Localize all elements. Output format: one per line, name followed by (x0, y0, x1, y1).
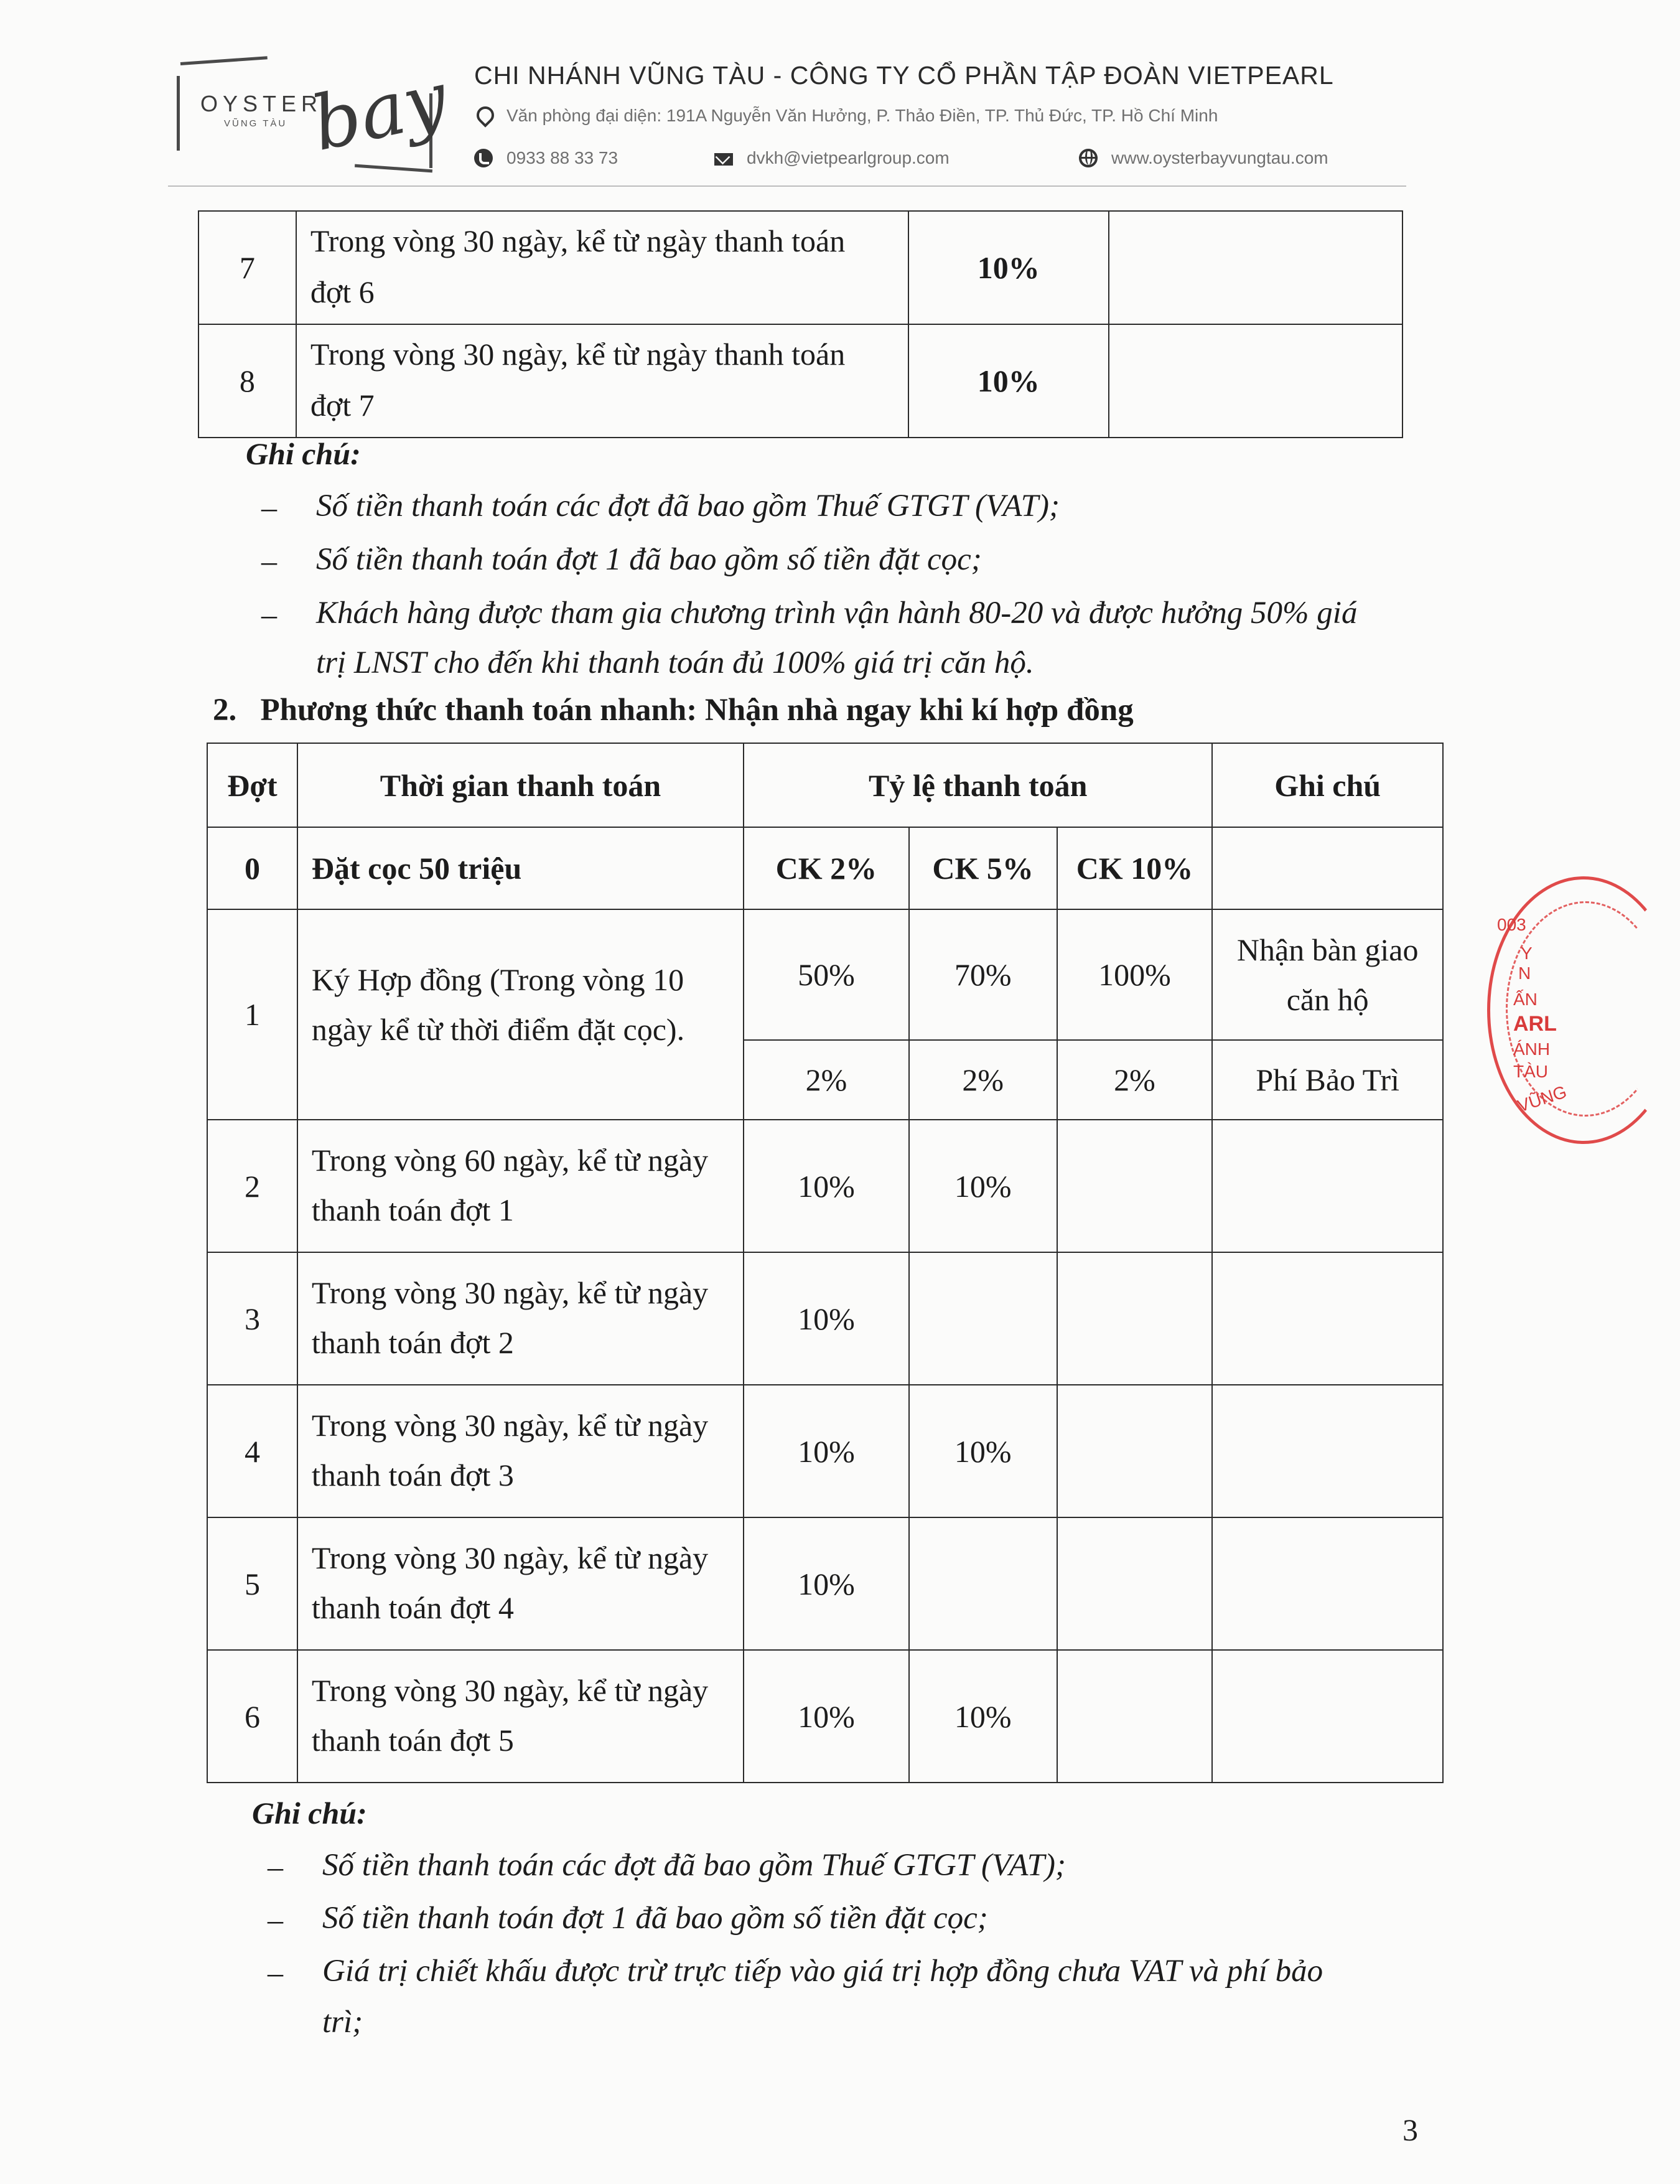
rate-ck5 (909, 1517, 1057, 1650)
rate-ck10 (1057, 1252, 1213, 1385)
payment-note (1212, 909, 1443, 1040)
payment-time-line1: Trong vòng 60 ngày, kể từ ngày (311, 1142, 709, 1178)
payment-time-line1: Trong vòng 30 ngày, kể từ ngày thanh toán (310, 223, 846, 258)
rate-ck2: 10% (744, 1650, 909, 1783)
logo-word: OYSTER (200, 91, 323, 116)
seal-text: 003 (1497, 915, 1526, 934)
note-dash: – (268, 1955, 283, 1990)
note-dash: – (261, 597, 277, 632)
payment-time-line2: ngày kể từ thời điểm đặt cọc). (311, 1012, 685, 1047)
logo-script: bay (304, 55, 455, 168)
rate-ck2: 50% (744, 909, 909, 1040)
notes-title: Ghi chú: (252, 1796, 367, 1830)
period-number: 5 (207, 1517, 297, 1650)
note-item: Khách hàng được tham gia chương trình vận hành 80-20 và được hưởng 50% giá (316, 596, 1358, 630)
table-row (207, 1385, 1443, 1517)
payment-time-line2: thanh toán đợt 3 (311, 1457, 514, 1493)
payment-time (296, 324, 908, 438)
phone-text: 0933 88 33 73 (506, 148, 618, 167)
period-number: 2 (207, 1120, 297, 1252)
payment-time-line2: đợt 6 (310, 274, 375, 309)
seal-text: ÁNH (1513, 1039, 1551, 1059)
payment-time (297, 909, 744, 1120)
rate-ck5: 2% (909, 1040, 1057, 1120)
payment-time-line1: Trong vòng 30 ngày, kể từ ngày (311, 1540, 709, 1575)
section-heading (213, 692, 1134, 728)
table-row (207, 827, 1443, 909)
logo-frame-bottom (355, 164, 432, 173)
note-dash: – (268, 1902, 283, 1937)
payment-note (1109, 211, 1402, 324)
rate-ck5: 70% (909, 909, 1057, 1040)
payment-time-line1: Trong vòng 30 ngày, kể từ ngày (311, 1275, 709, 1310)
rate-ck2: 10% (744, 1252, 909, 1385)
discount-5-header: CK 5% (909, 827, 1057, 909)
rate-ck5: 10% (909, 1385, 1057, 1517)
logo-frame-left (177, 76, 180, 151)
company-logo (168, 55, 455, 180)
email-text: dvkh@vietpearlgroup.com (747, 148, 950, 167)
website-line (1079, 148, 1328, 168)
note-dash: – (268, 1849, 283, 1884)
company-name: CHI NHÁNH VŨNG TÀU - CÔNG TY CỔ PHẦN TẬP ĐOÀN VIETPEARL (474, 61, 1334, 90)
rate-ck10 (1057, 1517, 1213, 1650)
table-row (207, 909, 1443, 1040)
section-number: 2. (213, 693, 237, 728)
period-number: 0 (207, 827, 297, 909)
payment-time-line1: Trong vòng 30 ngày, kể từ ngày (311, 1407, 709, 1443)
seal-text: TÀU (1513, 1062, 1548, 1081)
section-title: Phương thức thanh toán nhanh: Nhận nhà ngay khi kí hợp đồng (260, 693, 1134, 728)
note-item-continued: trị LNST cho đến khi thanh toán đủ 100% giá trị căn hộ. (316, 645, 1034, 680)
payment-time-line2: thanh toán đợt 5 (311, 1722, 514, 1758)
payment-note (1212, 1120, 1443, 1252)
whatsapp-phone-icon (474, 149, 493, 167)
payment-time: Đặt cọc 50 triệu (297, 827, 744, 909)
rate-ck10 (1057, 1650, 1213, 1783)
email-line (714, 148, 950, 168)
payment-time-line1: Ký Hợp đồng (Trong vòng 10 (311, 962, 684, 997)
logo-frame-top (180, 56, 268, 65)
address-text: Văn phòng đại diện: 191A Nguyễn Văn Hưởng, P. Thảo Điền, TP. Thủ Đức, TP. Hồ Chí Minh (506, 106, 1218, 125)
rate-ck5: 10% (909, 1120, 1057, 1252)
note-item: Giá trị chiết khấu được trừ trực tiếp vào giá trị hợp đồng chưa VAT và phí bảo (322, 1954, 1323, 1989)
header-divider (168, 185, 1406, 187)
location-pin-icon (474, 106, 493, 125)
note-item-continued: trì; (322, 2005, 363, 2040)
logo-subtitle: VŨNG TÀU (224, 118, 287, 129)
globe-icon (1079, 149, 1098, 167)
rate-ck2: 10% (744, 1517, 909, 1650)
notes-title: Ghi chú: (246, 436, 361, 471)
rate-ck10: 2% (1057, 1040, 1213, 1120)
payment-time-line2: thanh toán đợt 2 (311, 1324, 514, 1360)
company-seal-fragment (1487, 876, 1636, 1138)
note-item: Số tiền thanh toán các đợt đã bao gồm Thuế GTGT (VAT); (316, 489, 1060, 523)
payment-time (297, 1120, 744, 1252)
address-line (474, 106, 1218, 126)
seal-text: ARL (1513, 1012, 1557, 1036)
fast-payment-table (207, 743, 1444, 1783)
mail-icon (714, 153, 733, 166)
payment-note (1212, 1650, 1443, 1783)
note-item: Số tiền thanh toán các đợt đã bao gồm Thuế GTGT (VAT); (322, 1848, 1066, 1883)
payment-schedule-table-continued (198, 210, 1403, 438)
period-number: 4 (207, 1385, 297, 1517)
seal-text: Y (1521, 944, 1533, 963)
note-item: Số tiền thanh toán đợt 1 đã bao gồm số tiền đặt cọc; (316, 542, 982, 577)
table-row (207, 1517, 1443, 1650)
period-number: 8 (198, 324, 296, 438)
payment-note (1212, 827, 1443, 909)
payment-note: Phí Bảo Trì (1212, 1040, 1443, 1120)
discount-10-header: CK 10% (1057, 827, 1213, 909)
payment-time-line1: Trong vòng 30 ngày, kể từ ngày (311, 1672, 709, 1708)
note-line1: Nhận bàn giao (1236, 932, 1419, 967)
payment-time-line2: đợt 7 (310, 388, 375, 423)
table-row (207, 1120, 1443, 1252)
table-row (198, 211, 1402, 324)
note-dash: – (261, 543, 277, 578)
table-row (207, 1650, 1443, 1783)
payment-rate: 10% (908, 211, 1109, 324)
seal-text: N (1518, 963, 1531, 983)
table-row (207, 1252, 1443, 1385)
rate-ck2: 2% (744, 1040, 909, 1120)
payment-time (297, 1385, 744, 1517)
rate-ck10 (1057, 1385, 1213, 1517)
website-text: www.oysterbayvungtau.com (1111, 148, 1328, 167)
phone-line (474, 148, 618, 168)
period-number: 1 (207, 909, 297, 1120)
seal-text: ẤN (1513, 990, 1538, 1009)
discount-2-header: CK 2% (744, 827, 909, 909)
rate-ck5: 10% (909, 1650, 1057, 1783)
seal-text: VŨNG (1515, 1082, 1569, 1116)
rate-ck10 (1057, 1120, 1213, 1252)
payment-time (297, 1650, 744, 1783)
header-period: Đợt (207, 743, 297, 827)
rate-ck2: 10% (744, 1385, 909, 1517)
header-rate: Tỷ lệ thanh toán (744, 743, 1212, 827)
payment-note (1212, 1517, 1443, 1650)
note-dash: – (261, 490, 277, 525)
payment-time-line1: Trong vòng 30 ngày, kể từ ngày thanh toán (310, 337, 846, 372)
payment-time (296, 211, 908, 324)
rate-ck2: 10% (744, 1120, 909, 1252)
header-note: Ghi chú (1212, 743, 1443, 827)
payment-rate: 10% (908, 324, 1109, 438)
note-item: Số tiền thanh toán đợt 1 đã bao gồm số tiền đặt cọc; (322, 1901, 988, 1936)
rate-ck10: 100% (1057, 909, 1213, 1040)
header-time: Thời gian thanh toán (297, 743, 744, 827)
rate-ck5 (909, 1252, 1057, 1385)
payment-time (297, 1517, 744, 1650)
payment-note (1212, 1252, 1443, 1385)
period-number: 6 (207, 1650, 297, 1783)
payment-time (297, 1252, 744, 1385)
payment-time-line2: thanh toán đợt 4 (311, 1590, 514, 1625)
page-number: 3 (1402, 2112, 1418, 2147)
note-line2: căn hộ (1286, 982, 1369, 1017)
payment-note (1109, 324, 1402, 438)
period-number: 3 (207, 1252, 297, 1385)
period-number: 7 (198, 211, 296, 324)
table-row (198, 324, 1402, 438)
payment-note (1212, 1385, 1443, 1517)
table-header-row (207, 743, 1443, 827)
payment-time-line2: thanh toán đợt 1 (311, 1192, 514, 1227)
